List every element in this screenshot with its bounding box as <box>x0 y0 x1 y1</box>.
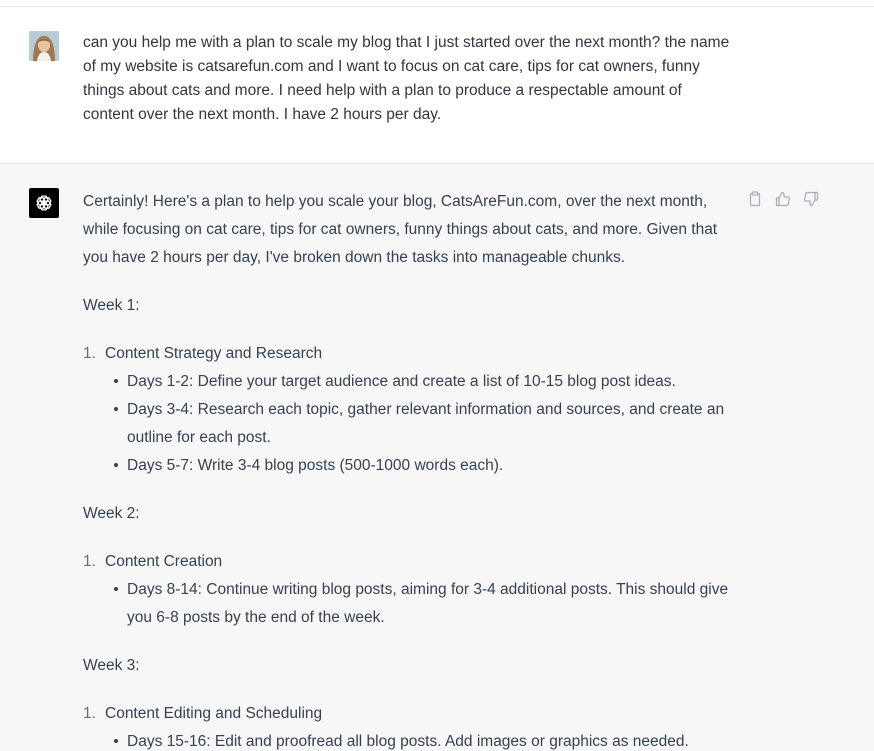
bullet-item: Days 5-7: Write 3-4 blog posts (500-1000 words each). <box>105 452 739 480</box>
assistant-message-row <box>0 164 874 751</box>
list-number: 1. <box>83 553 96 570</box>
top-divider <box>0 0 874 7</box>
thumbs-up-button[interactable] <box>774 190 792 208</box>
clipboard-icon <box>747 191 763 207</box>
user-message-text: can you help me with a plan to scale my blog that I just started over the next month? the name of my website is catsarefun.com and I want to focus on cat care, tips for cat owners, funny things about cats and more. I need help with a plan to produce a respectable amount of content over the next month. I have 2 hours per day. <box>83 34 730 123</box>
thumbs-down-icon <box>803 191 819 207</box>
user-avatar <box>29 31 59 61</box>
list-item <box>83 700 739 728</box>
assistant-intro: Certainly! Here's a plan to help you scale your blog, CatsAreFun.com, over the next month, while focusing on cat care, tips for cat owners, funny things about cats, and more. Given that you have 2 hours per day, I've broken down the tasks into manageable chunks. <box>83 193 718 266</box>
week-heading: Week 2: <box>83 505 140 522</box>
bullet-list <box>83 728 739 751</box>
bullet-list <box>83 368 739 480</box>
assistant-message-text <box>83 188 739 751</box>
numbered-list <box>83 340 739 480</box>
list-item-title: Content Editing and Scheduling <box>105 705 323 722</box>
list-number: 1. <box>83 705 96 722</box>
copy-button[interactable] <box>746 190 764 208</box>
list-item <box>83 340 739 368</box>
list-item-title: Content Creation <box>105 553 223 570</box>
thumbs-down-button[interactable] <box>802 190 820 208</box>
message-actions <box>746 190 820 208</box>
week-heading: Week 1: <box>83 297 140 314</box>
list-item <box>83 548 739 576</box>
chatgpt-logo-icon <box>29 188 59 218</box>
week-heading: Week 3: <box>83 657 140 674</box>
user-avatar-photo-icon <box>29 31 59 61</box>
bullet-item: Days 15-16: Edit and proofread all blog posts. Add images or graphics as needed. <box>105 728 739 751</box>
thumbs-up-icon <box>775 191 791 207</box>
list-item-title: Content Strategy and Research <box>105 345 323 362</box>
bullet-item: Days 8-14: Continue writing blog posts, aiming for 3-4 additional posts. This should give you 6-8 posts by the end of the week. <box>105 576 739 632</box>
bullet-item: Days 3-4: Research each topic, gather relevant information and sources, and create an outline for each post. <box>105 396 739 452</box>
bullet-item: Days 1-2: Define your target audience and create a list of 10-15 blog post ideas. <box>105 368 739 396</box>
numbered-list <box>83 548 739 632</box>
numbered-list <box>83 700 739 751</box>
list-number: 1. <box>83 345 96 362</box>
user-message-row <box>0 7 874 164</box>
bullet-list <box>83 576 739 632</box>
